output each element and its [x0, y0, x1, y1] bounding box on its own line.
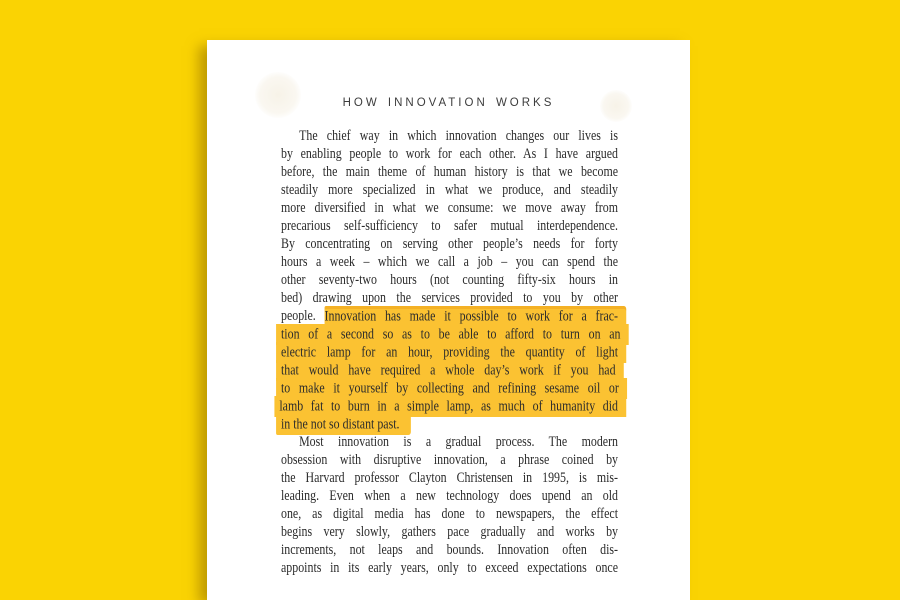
text-segment: appoints in its early years, only to exceed expectations once	[281, 560, 619, 576]
page-turn-right-hotspot[interactable]	[600, 90, 632, 122]
text-segment: steadily more specialized in what we produce, and steadily	[281, 182, 619, 198]
text-line	[281, 271, 618, 289]
text-line	[281, 379, 618, 397]
text-line	[281, 505, 618, 523]
text-line	[281, 433, 618, 451]
text-line	[281, 559, 618, 577]
text-line	[281, 523, 618, 541]
text-line	[281, 451, 618, 469]
text-segment: one, as digital media has done to newspapers, the effect	[281, 506, 619, 522]
text-segment: The chief way in which innovation changes our lives is	[299, 128, 619, 144]
text-segment: people.	[281, 308, 325, 324]
user-highlight[interactable]: in the not so distant past.	[276, 414, 411, 435]
user-highlight[interactable]: to make it yourself by collecting and refining sesame oil or	[276, 378, 627, 399]
text-segment: more diversified in what we consume: we move away from	[281, 200, 619, 216]
text-segment: increments, not leaps and bounds. Innovation often dis-	[281, 542, 619, 558]
text-line	[281, 487, 618, 505]
text-line	[281, 289, 618, 307]
text-line	[281, 127, 618, 145]
text-segment: before, the main theme of human history is that we become	[281, 164, 619, 180]
text-segment: Most innovation is a gradual process. The modern	[299, 434, 619, 450]
paragraph	[279, 127, 621, 433]
running-header: HOW INNOVATION WORKS	[342, 97, 555, 109]
text-segment: begins very slowly, gathers pace gradually and works by	[281, 524, 619, 540]
text-line	[281, 361, 618, 379]
user-highlight[interactable]: lamb fat to burn in a simple lamp, as much of humanity did	[274, 396, 626, 417]
text-line	[281, 325, 621, 343]
book-page	[207, 40, 690, 600]
text-line	[281, 541, 618, 559]
text-line	[281, 343, 618, 361]
text-line	[281, 307, 618, 325]
user-highlight[interactable]: Innovation has made it possible to work for a frac-	[325, 306, 627, 327]
text-line	[281, 145, 618, 163]
user-highlight[interactable]: that would have required a whole day’s work if you had	[276, 360, 624, 381]
text-segment: other seventy-two hours (not counting fifty-six hours in	[281, 272, 619, 288]
text-line	[281, 181, 618, 199]
text-column	[279, 127, 621, 577]
text-line	[281, 235, 618, 253]
text-segment: the Harvard professor Clayton Christensen in 1995, is mis-	[281, 470, 619, 486]
text-segment: precarious self-sufficiency to safer mutual interdependence.	[281, 218, 619, 234]
text-line	[281, 199, 618, 217]
text-line	[281, 397, 618, 415]
user-highlight[interactable]: tion of a second so as to be able to afford to turn on an	[276, 324, 629, 345]
paragraph	[281, 433, 618, 577]
text-line	[281, 253, 618, 271]
text-line	[281, 163, 618, 181]
text-segment: by enabling people to work for each other. As I have argued	[281, 146, 619, 162]
text-segment: obsession with disruptive innovation, a phrase coined by	[281, 452, 619, 468]
text-line	[281, 469, 618, 487]
text-segment: bed) drawing upon the services provided to you by other	[281, 290, 619, 306]
text-segment: By concentrating on serving other people’s needs for forty	[281, 236, 619, 252]
user-highlight[interactable]: electric lamp for an hour, providing the quantity of light	[276, 342, 626, 363]
text-segment: leading. Even when a new technology does upend an old	[281, 488, 619, 504]
text-line	[281, 217, 618, 235]
page-turn-left-hotspot[interactable]	[255, 72, 301, 118]
text-line	[281, 415, 618, 433]
text-segment: hours a week – which we call a job – you can spend the	[281, 254, 619, 270]
